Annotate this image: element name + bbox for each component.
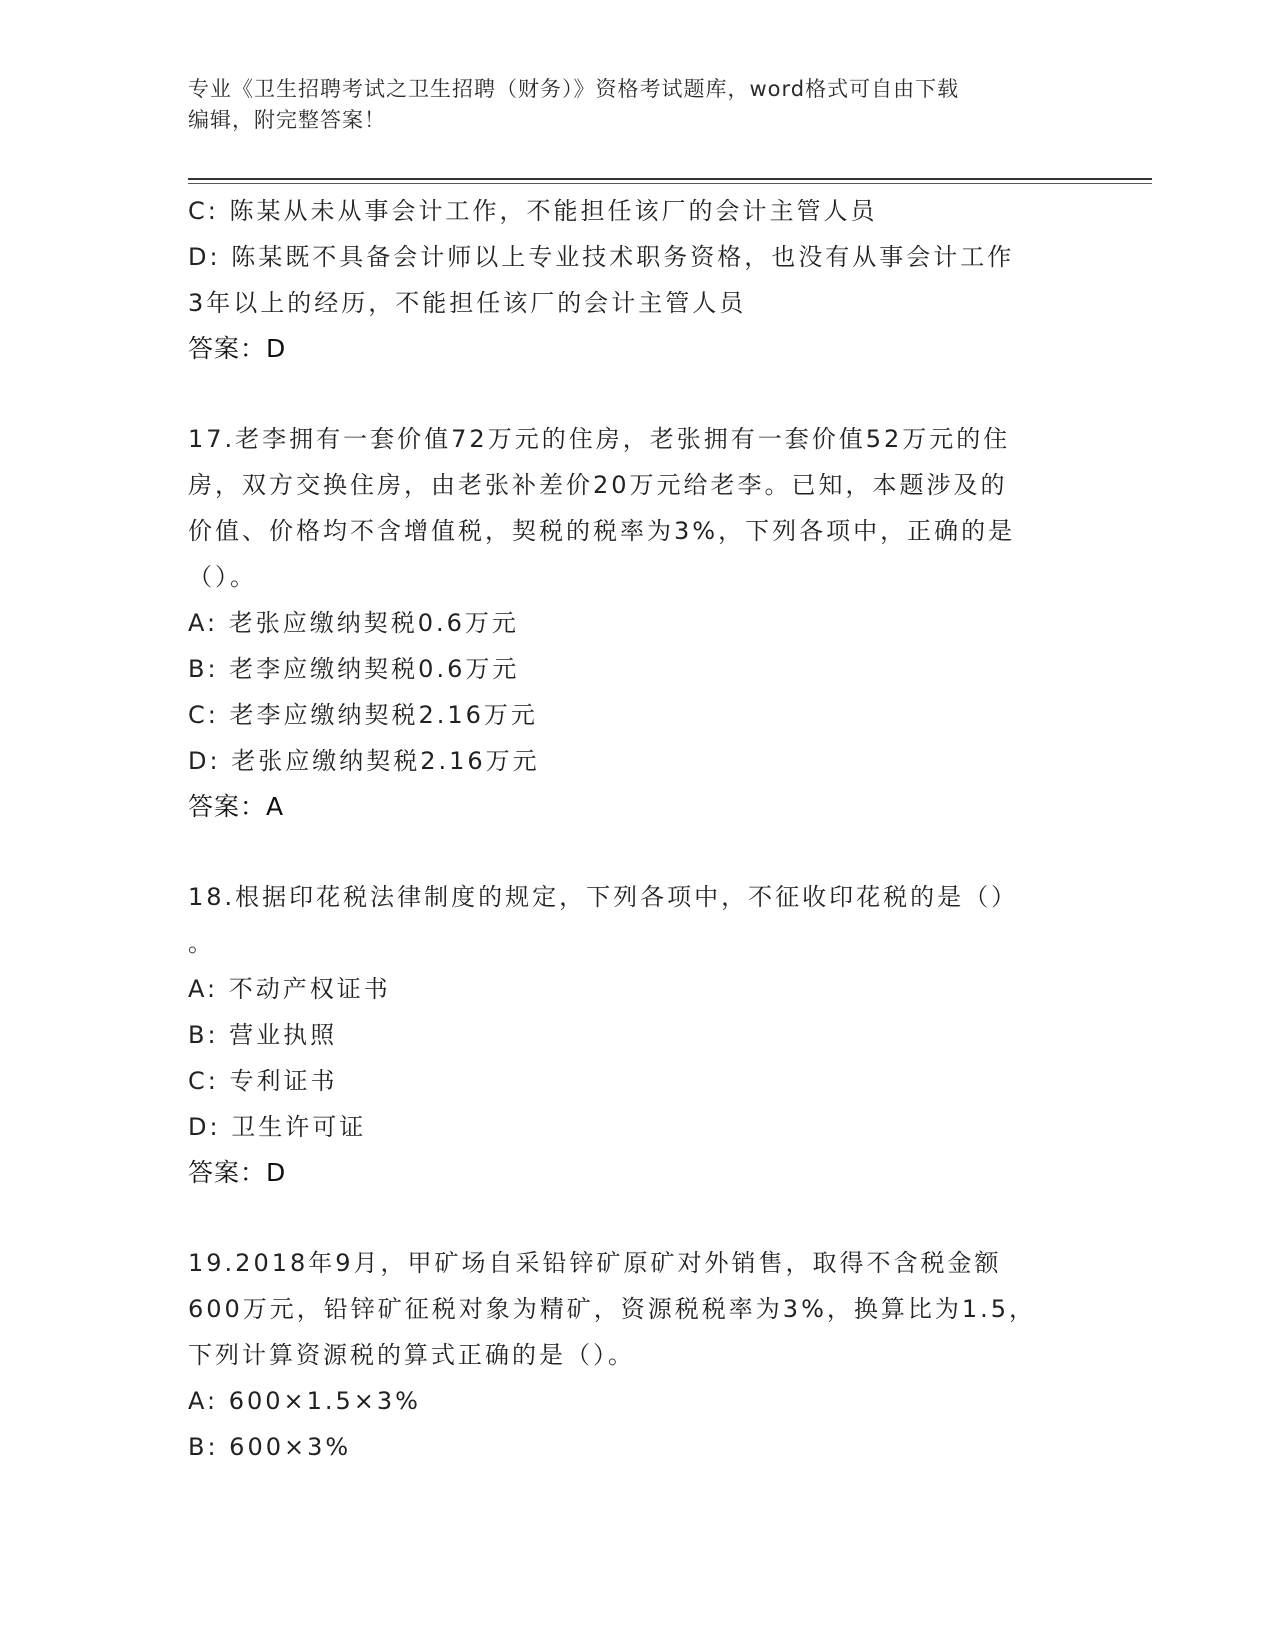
- header-line-1: 专业《卫生招聘考试之卫生招聘（财务）》资格考试题库，word格式可自由下载: [188, 77, 960, 101]
- header-divider-thin: [188, 183, 1152, 184]
- answer: 答案：D: [188, 334, 287, 363]
- question-stem-line-2: 。: [188, 929, 215, 957]
- answer: 答案：D: [188, 1158, 287, 1187]
- question-stem-line-2: 房，双方交换住房，由老张补差价20万元给老李。已知，本题涉及的: [188, 471, 1008, 499]
- question-stem-line-4: （）。: [188, 563, 257, 591]
- question-stem-line-3: 下列计算资源税的算式正确的是（）。: [188, 1341, 635, 1369]
- option-b: B: 600×3%: [188, 1433, 352, 1461]
- question-16-tail: [188, 188, 1088, 372]
- question-stem-line-3: 价值、价格均不含增值税，契税的税率为3%，下列各项中，正确的是: [188, 517, 1016, 545]
- option-b: B: 老李应缴纳契税0.6万元: [188, 655, 520, 683]
- option-a: A: 老张应缴纳契税0.6万元: [188, 609, 519, 637]
- document-header: [188, 74, 1088, 136]
- option-c: C: 专利证书: [188, 1067, 338, 1095]
- question-17: [188, 416, 1088, 830]
- option-b: B: 营业执照: [188, 1021, 338, 1049]
- option-c: C: 陈某从未从事会计工作，不能担任该厂的会计主管人员: [188, 197, 878, 225]
- option-a: A: 不动产权证书: [188, 975, 391, 1003]
- option-c: C: 老李应缴纳契税2.16万元: [188, 701, 538, 729]
- option-d-continued: 3年以上的经历，不能担任该厂的会计主管人员: [188, 289, 747, 317]
- question-stem: 17.老李拥有一套价值72万元的住房，老张拥有一套价值52万元的住: [188, 425, 1011, 453]
- header-divider-thick: [188, 178, 1152, 180]
- answer: 答案：A: [188, 792, 285, 821]
- option-d: D: 卫生许可证: [188, 1113, 367, 1141]
- option-d: D: 陈某既不具备会计师以上专业技术职务资格，也没有从事会计工作: [188, 243, 1015, 271]
- question-19: [188, 1240, 1088, 1470]
- header-line-2: 编辑，附完整答案！: [188, 108, 386, 132]
- question-stem: 19.2018年9月，甲矿场自采铅锌矿原矿对外销售，取得不含税金额: [188, 1249, 1002, 1277]
- question-stem-line-2: 600万元，铅锌矿征税对象为精矿，资源税税率为3%，换算比为1.5，: [188, 1295, 1037, 1323]
- option-a: A: 600×1.5×3%: [188, 1387, 421, 1415]
- document-body: [188, 188, 1088, 1470]
- question-stem: 18.根据印花税法律制度的规定，下列各项中，不征收印花税的是（）: [188, 883, 1019, 911]
- question-18: [188, 874, 1088, 1196]
- option-d: D: 老张应缴纳契税2.16万元: [188, 747, 540, 775]
